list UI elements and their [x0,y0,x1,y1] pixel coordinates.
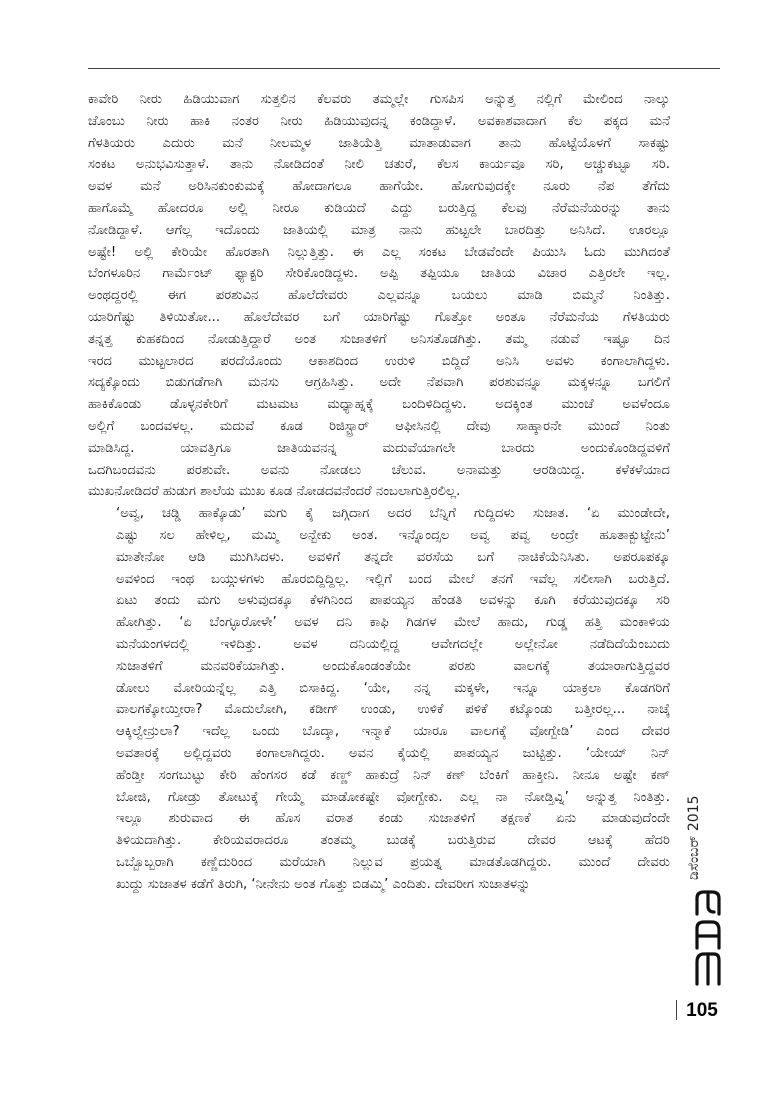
text-line: ಇರದ ಮುಟ್ಟಲಾರದ ಪರದೆಯೊಂದು ಆಕಾಶದಿಂದ ಉರುಳಿ ಬಿದ್ದಿದೆ ಅನಿಸಿ ಅವಳು ಕಂಗಾಲಾಗಿದ್ದಳು. [88,353,670,369]
page-number-divider [676,1000,677,1020]
text-line: ಹೆಂಡ್ತೀ ಸಂಗಬುಟ್ಟು ಕೇರಿ ಹೆಂಗಸರ ಕಡೆ ಕಣ್ಣ್ ಹಾಕುದ್ರೆ ನಿನ್ ಕಣ್ ಬೆಂಕಿಗೆ ಹಾಕ್ತೀನಿ. ನೀನೂ ಅಷ್ಟೇ ಕಣ್ [116,767,670,783]
text-line: ತನ್ನತ್ತ ಕುಹಕದಿಂದ ನೋಡುತ್ತಿದ್ದಾರೆ ಅಂತ ಸುಜಾತಳಿಗೆ ಅನಿಸತೊಡಗಿತ್ತು. ತಮ್ಮ ನಡುವೆ ಇಷ್ಟೂ ದಿನ [88,331,670,347]
text-line: ಅಂಥದ್ದರಲ್ಲಿ ಈಗ ಪರಶುವಿನ ಹೊಲೆದೇವರು ಎಲ್ಲವನ್ನೂ ಬಯಲು ಮಾಡಿ ಬಿಮ್ಮನೆ ನಿಂತಿತ್ತು. [88,288,670,304]
text-line: ಬೆಂಗಳೂರಿನ ಗಾರ್ಮೆಂಟ್ ಫ್ಯಾಕ್ಟರಿ ಸೇರಿಕೊಂಡಿದ್ದಳು. ಅಪ್ಪಿ ತಪ್ಪಿಯೂ ಜಾತಿಯ ವಿಚಾರ ಎತ್ತಿರಲೇ ಇಲ್ಲ. [88,266,670,282]
text-line: ಸದ್ಯಕ್ಕೊಂದು ಬಿಡುಗಡೆಗಾಗಿ ಮನಸು ಆಗ್ರಹಿಸಿತ್ತು. ಅದೇ ನೆಪವಾಗಿ ಪರಶುವನ್ನೂ ಮಕ್ಕಳನ್ನೂ ಬಗಲಿಗೆ [88,375,670,391]
text-line: ಮಾತೇನೋ ಆಡಿ ಮುಗಿಸಿದಳು. ಅವಳಿಗೆ ತನ್ನದೇ ವರಸೆಯ ಬಗೆ ನಾಚಿಕೆಯೆನಿಸಿತು. ಅಪರೂಪಕ್ಕೂ [116,549,670,565]
text-line: ಒಬ್ಬೊಬ್ಬರಾಗಿ ಕಣ್ಣೆದುರಿಂದ ಮರೆಯಾಗಿ ನಿಲ್ಲುವ ಪ್ರಯತ್ನ ಮಾಡತೊಡಗಿದ್ದರು. ಮುಂದೆ ದೇವರು [116,854,670,870]
text-line: ಮಾಡಿಸಿದ್ದ. ಯಾವತ್ತಿಗೂ ಜಾತಿಯವನನ್ನ ಮದುವೆಯಾಗಲೇ ಬಾರದು ಅಂದುಕೊಂಡಿದ್ದವಳಿಗೆ [88,440,670,456]
page-number: 105 [686,1000,718,1021]
text-line: ಗೆಳತಿಯರು ಎದುರು ಮನೆ ನೀಲಮ್ಮಳ ಜಾತಿಯೆತ್ತಿ ಮಾತಾಡುವಾಗ ತಾನು ಹೊಟ್ಟೆಯೊಳಗೆ ಸಾಕಷ್ಟು [88,135,670,151]
text-line: ಅಲ್ಲಿಗೆ ಬಂದವಳಲ್ಲ. ಮದುವೆ ಕೂಡ ರಿಜಿಸ್ಟ್ರಾರ್ ಆಫೀಸಿನಲ್ಲಿ ದೇವು ಸಾಹ್ಕಾರನೇ ಮುಂದೆ ನಿಂತು [88,418,670,434]
text-line: ಇಲ್ಲೂ ಶುರುವಾದ ಈ ಹೊಸ ವರಾತ ಕಂಡು ಸುಜಾತಳಿಗೆ ತಕ್ಷಣಕೆ ಏನು ಮಾಡುವುದೆಂದೇ [116,811,670,827]
text-line: ಡೋಲು ಮೋರಿಯನ್ನೆಲ್ಲ ಎತ್ತಿ ಬಿಸಾಕಿದ್ದ. ‘ಯೇ, ನನ್ನ ಮಕ್ಕಳೇ, ಇನ್ನೂ ಯಾಕ್ರಲಾ ಕೊಡಗರಿಗೆ [116,680,670,696]
text-line: ‘ಅವ್ವ, ಚಡ್ಡಿ ಹಾಕ್ಕೊಡು’ ಮಗು ಕೈ ಜಗ್ಗಿದಾಗ ಅದರ ಬೆನ್ನಿಗೆ ಗುದ್ದಿದಳು ಸುಜಾತ. ‘ಏ ಮುಂಡೇದೇ, [116,506,670,522]
text-line: ಹಾಗೊಮ್ಮೆ ಹೋದರೂ ಅಲ್ಲಿ ನೀರೂ ಕುಡಿಯದೆ ಎದ್ದು ಬರುತ್ತಿದ್ದ ಕೆಲವು ನೆರೆಮನೆಯರನ್ನು ತಾನು [88,200,670,216]
text-line: ಆಕ್ಕಿಲ್ವೇನ್ರುಲಾ? ಇದೆಲ್ಲ ಒಂದು ಬೊದ್ಕಾ, ಇನ್ಮಾಕೆ ಯಾರೂ ವಾಲಗಕ್ಕೆ ವೋಗ್ಬೇಡಿ’ ಎಂದ ದೇವರ [116,724,670,740]
text-line: ವಾಲಗಕ್ಕೋಯ್ತೀರಾ? ಮೊದುಲೋಗಿ, ಕಡೀಗ್ ಉಂಡು, ಉಳಿಕೆ ಪಳಿಕೆ ಕಟ್ಕೊಂಡು ಬತ್ತೀರಲ್ಲ... ನಾಚ್ಕೆ [116,702,670,718]
paragraph [88,503,670,895]
text-line: ಯಾರಿಗೆಷ್ಟು ತಿಳಿಯಿತೋ... ಹೊಲೆದೇವರ ಬಗೆ ಯಾರಿಗೆಷ್ಟು ಗೊತ್ತೋ ಅಂತೂ ನೆರೆಮನೆಯ ಗೆಳತಿಯರು [88,309,670,325]
text-line: ಖುದ್ದು ಸುಜಾತಳ ಕಡೆಗೆ ತಿರುಗಿ, ‘ನೀನೇನು ಅಂತ ಗೊತ್ತು ಬಿಡಮ್ಮಿ’ ಎಂದಿತು. ದೇವರೀಗ ಸುಜಾತಳನ್ನು [116,876,531,892]
paragraph [88,89,670,503]
text-line: ಚೊಂಬು ನೀರು ಹಾಕಿ ನಂತರ ನೀರು ಹಿಡಿಯುವುದನ್ನ ಕಂಡಿದ್ದಾಳೆ. ಅವಕಾಶವಾದಾಗ ಕೆಲ ಪಕ್ಕದ ಮನೆ [88,113,670,129]
text-line: ಅವಳಿಂದ ಇಂಥ ಬಯ್ಗುಳಗಳು ಹೊರಬಿದ್ದಿದ್ದಿಲ್ಲ. ಇಲ್ಲಿಗೆ ಬಂದ ಮೇಲೆ ತನಗೆ ಇವೆಲ್ಲ ಸಲೀಸಾಗಿ ಬರುತ್ತಿದೆ. [116,571,670,587]
issue-date: ಡಿಸೆಂಬರ್ 2015 [686,795,702,880]
text-line: ಮುಖನೋಡಿದರೆ ಹುಡುಗ ಶಾಲೆಯ ಮುಖ ಕೂಡ ನೋಡದವನೆಂದರೆ ನಂಬಲಾಗುತ್ತಿರಲಿಲ್ಲ. [88,484,461,500]
text-line: ತಿಳಿಯದಾಗಿತ್ತು. ಕೇರಿಯವರಾದರೂ ತಂತಮ್ಮ ಬುಡಕ್ಕೆ ಬರುತ್ತಿರುವ ದೇವರ ಆಟಕ್ಕೆ ಹೆದರಿ [116,833,670,849]
magazine-masthead-logo [692,888,722,990]
text-line: ಹಾಕಿಕೊಂಡು ಡೊಳ್ಳನಕೇರಿಗೆ ಮಟಮಟ ಮಧ್ಯಾಹ್ನಕ್ಕೆ ಬಂದಿಳಿದಿದ್ದಳು. ಅದಕ್ಕಿಂತ ಮುಂಚೆ ಅವಳೆಂದೂ [88,397,670,413]
text-line: ಅಷ್ಟೇ! ಅಲ್ಲಿ ಕೇರಿಯೇ ಹೊರತಾಗಿ ನಿಲ್ಲುತ್ತಿತ್ತು. ಈ ಎಲ್ಲ ಸಂಕಟ ಬೇಡವೆಂದೇ ಪಿಯುಸಿ ಓದು ಮುಗಿದಂತೆ [88,244,670,260]
text-line: ಹೋಗಿತ್ತು. ‘ಏ ಬೆಂಗ್ಳೂರೋಳೇ’ ಅವಳ ದನಿ ಕಾಫಿ ಗಿಡಗಳ ಮೇಲೆ ಹಾದು, ಗುಡ್ಡ ಹತ್ತಿ ಮಂಕಾಳಿಯ [116,615,670,631]
text-line: ಸುಜಾತಳಿಗೆ ಮನವರಿಕೆಯಾಗಿತ್ತು. ಅಂದುಕೊಂಡಂತೆಯೇ ಪರಶು ವಾಲಗಕ್ಕೆ ತಯಾರಾಗುತ್ತಿದ್ದವರ [116,658,670,674]
text-line: ಅವತಾರಕ್ಕೆ ಅಲ್ಲಿದ್ದವರು ಕಂಗಾಲಾಗಿದ್ದರು. ಅವನ ಕೈಯಲ್ಲಿ ಪಾಪಯ್ಯನ ಜುಟ್ಟಿತ್ತು. ‘ಯೇಯ್ ನಿನ್ [116,745,670,761]
text-line: ಮನೆಯಂಗಳದಲ್ಲಿ ಇಳಿದಿತ್ತು. ಅವಳ ದನಿಯಲ್ಲಿದ್ದ ಆವೇಗದಲ್ಲೇ ಅಲ್ಲೇನೋ ನಡೆದಿದೆಯೆಂಬುದು [116,636,670,652]
text-line: ಎಷ್ಟು ಸಲ ಹೇಳಿಲ್ಲ, ಮಮ್ಮಿ ಅನ್ಬೇಕು ಅಂತ. ಇನ್ನೊಂದ್ಸಲ ಅವ್ವ ಪವ್ವ ಅಂದ್ರೇ ಹೂತಾಕ್ಬುಟ್ಟೇನು’ [116,527,670,543]
text-line: ಕಾವೇರಿ ನೀರು ಹಿಡಿಯುವಾಗ ಸುತ್ತಲಿನ ಕೆಲವರು ತಮ್ಮಲ್ಲೇ ಗುಸಪಿಸ ಅನ್ನುತ್ತ ನಲ್ಲಿಗೆ ಮೇಲಿಂದ ನಾಲ್ಕು [88,92,670,107]
article-body [88,89,670,895]
text-line: ನೋಡಿದ್ದಾಳೆ. ಆಗೆಲ್ಲ ಇದೊಂದು ಜಾತಿಯಲ್ಲಿ ಮಾತ್ರ ನಾನು ಹುಟ್ಟಲೇ ಬಾರದಿತ್ತು ಅನಿಸಿದೆ. ಊರಲ್ಲೂ [88,222,670,238]
text-line: ಒದಗಿಬಂದವನು ಪರಶುವೇ. ಅವನು ನೋಡಲು ಚೆಲುವ. ಅನಾಮತ್ತು ಆರಡಿಯಿದ್ದ. ಕಳೆಕಳೆಯಾದ [88,462,670,478]
text-line: ಅವಳ ಮನೆ ಅರಿಸಿನಕುಂಕುಮಕ್ಕೆ ಹೋದಾಗಲೂ ಹಾಗೆಯೇ. ಹೋಗುವುದಕ್ಕೇ ನೂರು ನೆಪ ತೆಗೆದು [88,179,670,195]
text-line: ಬೋಜಿ, ಗೋಡ್ರು ತೋಟುಕ್ಕೆ ಗೇಯ್ಮೆ ಮಾಡೋಕಷ್ಟೇ ವೋಗ್ಬೇಕು. ಎಲ್ಲ ನಾ ನೋಡ್ತಿವ್ನಿ’ ಅನ್ನುತ್ತ ನಿಂತಿತ್ತು. [116,789,670,805]
top-rule [88,68,720,69]
text-line: ಸಂಕಟ ಅನುಭವಿಸುತ್ತಾಳೆ. ತಾನು ನೋಡಿದಂತೆ ನೀಲಿ ಚತುರೆ, ಕೆಲಸ ಕಾರ್ಯವೂ ಸರಿ, ಅಚ್ಚುಕಟ್ಟೂ ಸರಿ. [88,157,670,173]
text-line: ಏಟು ತಂದು ಮಗು ಅಳುವುದಕ್ಕೂ ಕೆಳಗಿನಿಂದ ಪಾಪಯ್ಯನ ಹೆಂಡತಿ ಅವಳನ್ನು ಕೂಗಿ ಕರೆಯುವುದಕ್ಕೂ ಸರಿ [116,593,670,609]
